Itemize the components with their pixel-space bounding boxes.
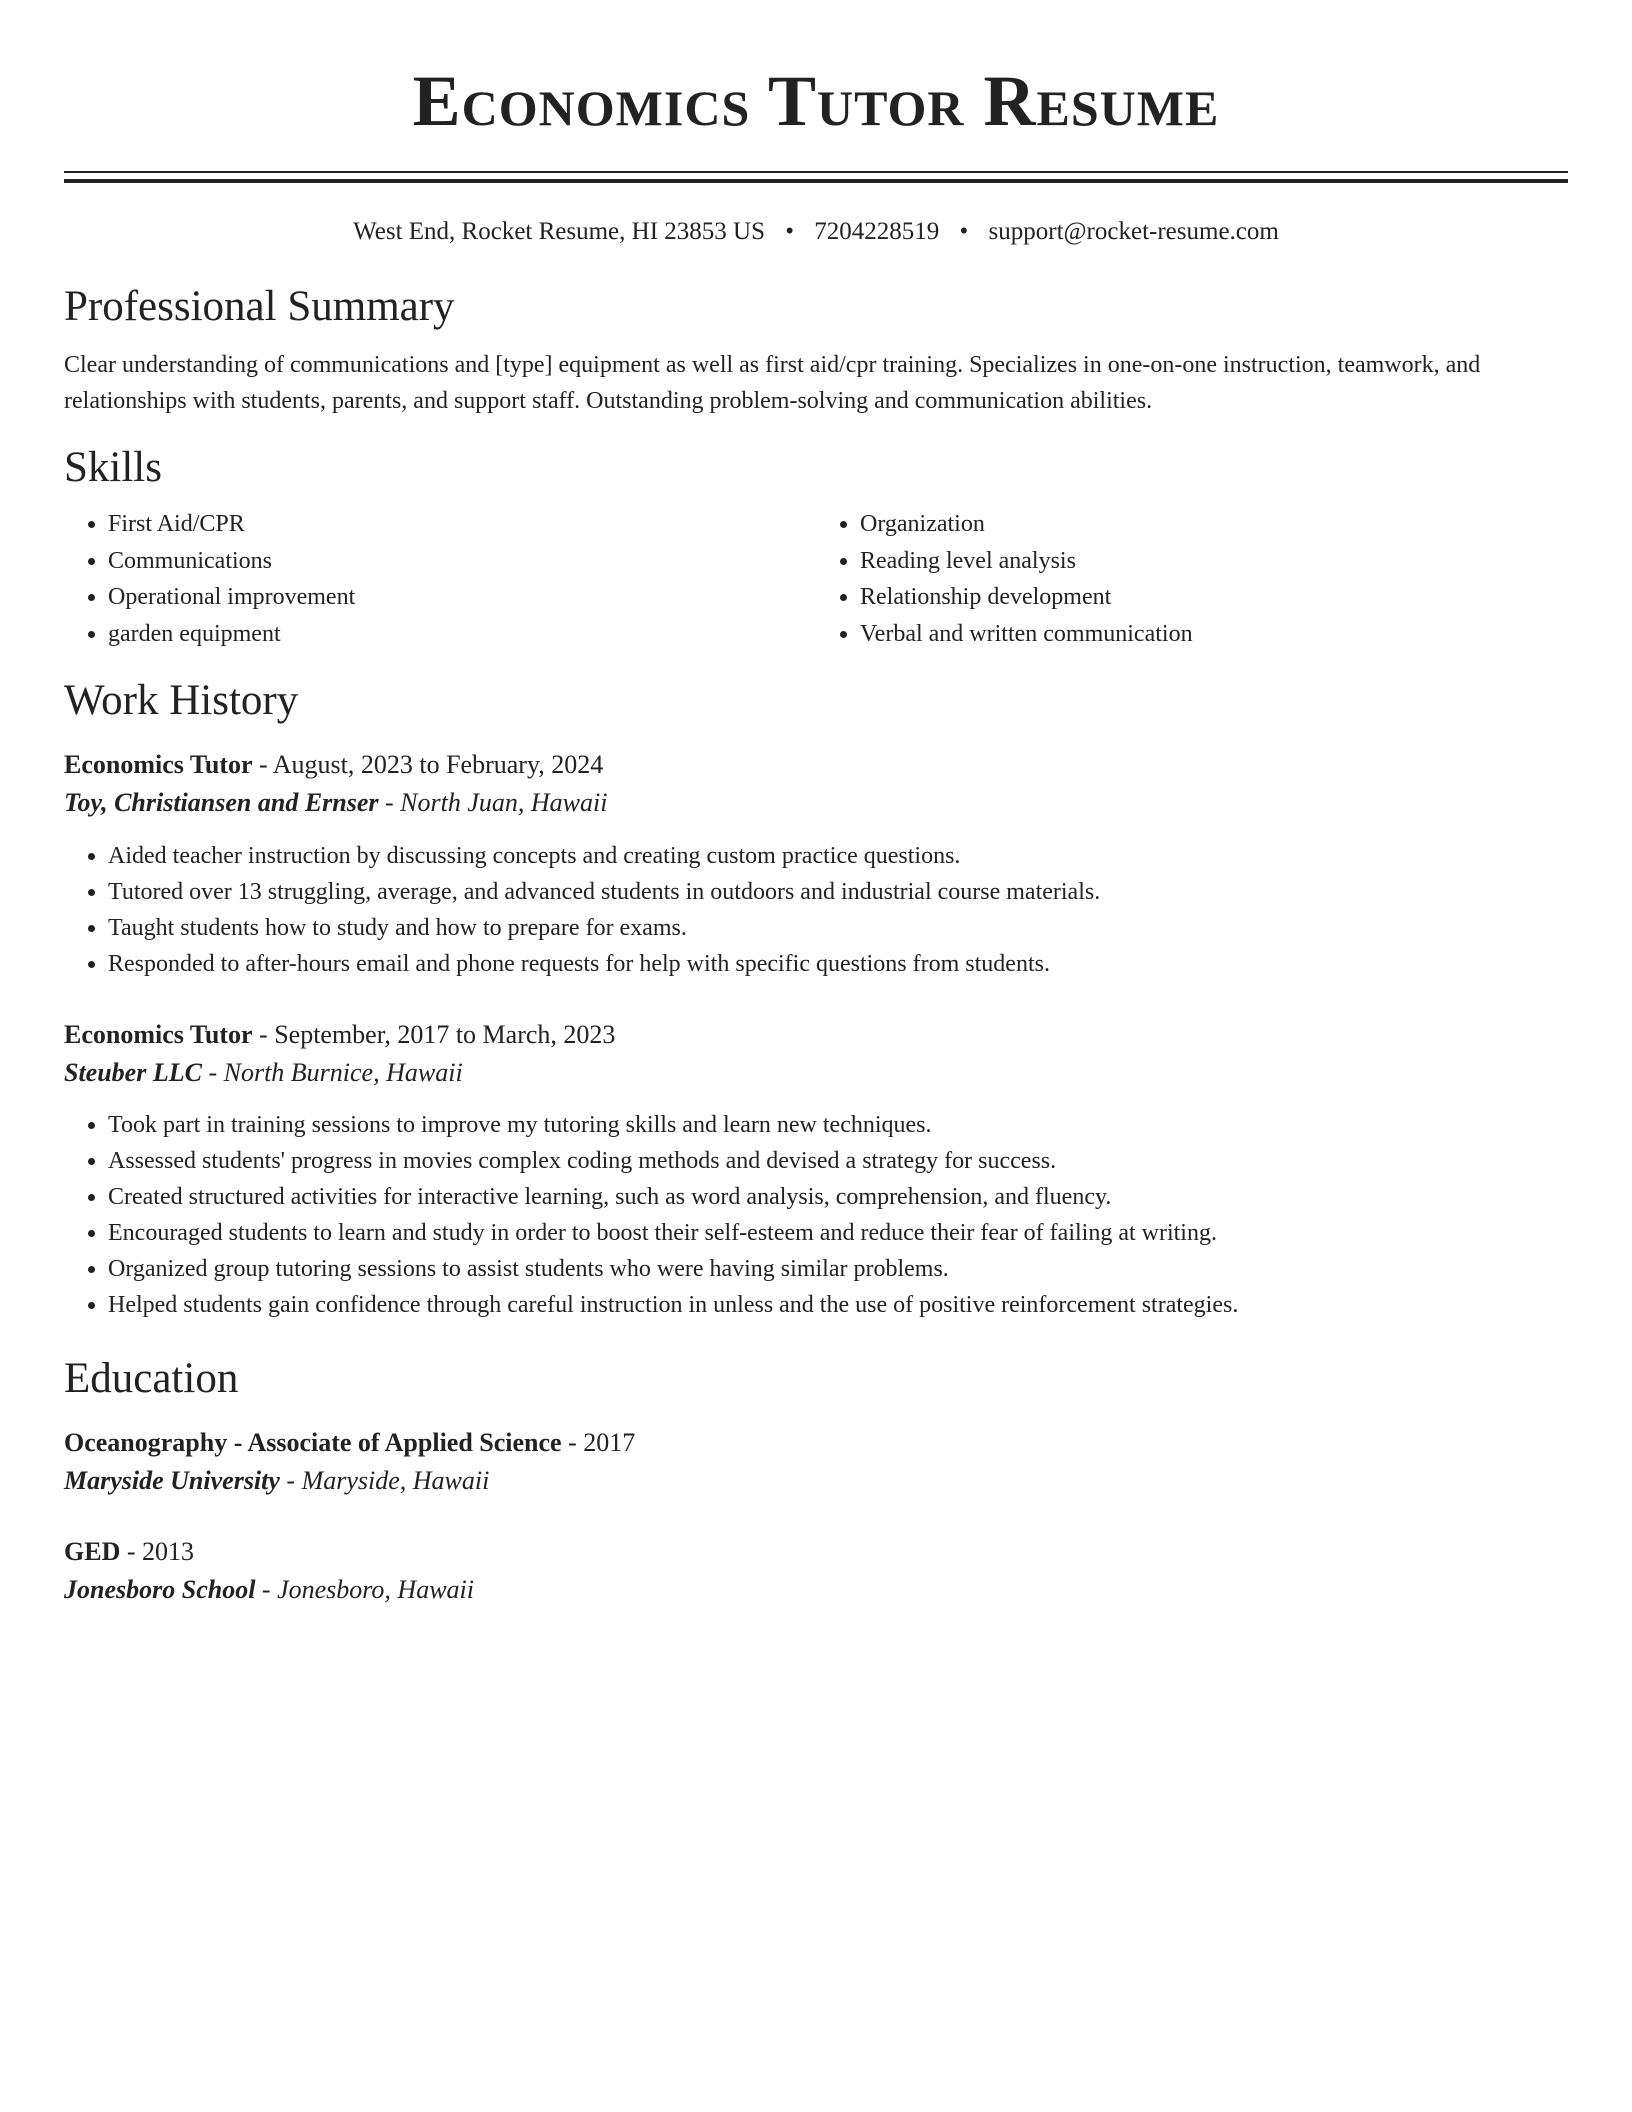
- education-school: Jonesboro School: [64, 1575, 256, 1604]
- education-degree-line: [64, 1424, 1568, 1462]
- education-year: - 2013: [120, 1537, 195, 1566]
- job-bullet: • Encouraged students to learn and study in order to boost their self-esteem and reduce their fear of failing at writing.: [108, 1215, 1568, 1251]
- job-bullet: • Organized group tutoring sessions to assist students who were having similar problems.: [108, 1251, 1568, 1287]
- skill-item: • Reading level analysis: [860, 543, 1568, 580]
- job-bullet: • Created structured activities for interactive learning, such as word analysis, comprehension, and fluency.: [108, 1179, 1568, 1215]
- skill-item: • Operational improvement: [108, 579, 816, 616]
- skill-item: • Communications: [108, 543, 816, 580]
- education-entry: [64, 1424, 1568, 1500]
- contact-address: West End, Rocket Resume, HI 23853 US: [353, 218, 765, 245]
- job-title: Economics Tutor: [64, 750, 253, 779]
- education-school-line: [64, 1462, 1568, 1500]
- summary-heading: Professional Summary: [64, 283, 455, 330]
- job-location: - North Burnice, Hawaii: [201, 1058, 463, 1087]
- skills-heading: Skills: [64, 444, 162, 491]
- education-school: Maryside University: [64, 1466, 280, 1495]
- contact-phone: 7204228519: [814, 218, 940, 245]
- education-location: - Jonesboro, Hawaii: [255, 1575, 474, 1604]
- skill-item: • First Aid/CPR: [108, 506, 816, 543]
- job-company-line: [64, 1054, 1568, 1092]
- job-bullet: • Took part in training sessions to improve my tutoring skills and learn new techniques.: [108, 1107, 1568, 1143]
- job-entry: [64, 746, 1568, 982]
- contact-separator: •: [959, 218, 969, 245]
- education-school-line: [64, 1571, 1568, 1609]
- job-dates: - August, 2023 to February, 2024: [252, 750, 604, 779]
- contact-separator: •: [785, 218, 795, 245]
- job-bullets: [64, 1107, 1568, 1323]
- title-divider-thick: [64, 179, 1568, 183]
- job-title-line: [64, 746, 1568, 784]
- skills-list: [64, 506, 1568, 652]
- job-title-line: [64, 1016, 1568, 1054]
- job-dates: - September, 2017 to March, 2023: [252, 1020, 616, 1049]
- job-bullets: [64, 838, 1568, 982]
- skills-column-left: [64, 506, 816, 652]
- education-degree: GED: [64, 1537, 121, 1566]
- job-bullet: • Aided teacher instruction by discussing concepts and creating custom practice questions.: [108, 838, 1568, 874]
- contact-line: [64, 216, 1568, 248]
- job-entry: [64, 1016, 1568, 1323]
- job-company: Toy, Christiansen and Ernser: [64, 788, 379, 817]
- job-bullet: • Responded to after-hours email and phone requests for help with specific questions from students.: [108, 946, 1568, 982]
- job-title: Economics Tutor: [64, 1020, 253, 1049]
- skill-item: • Verbal and written communication: [860, 616, 1568, 653]
- title-divider-thin: [64, 171, 1568, 173]
- skill-item: • garden equipment: [108, 616, 816, 653]
- job-company-line: [64, 784, 1568, 822]
- summary-text: Clear understanding of communications and [type] equipment as well as first aid/cpr training. Specializes in one-on-one instruction, teamwork, and relationships with students, parents, and support staff. Outstanding problem-solving and communication abilities.: [64, 352, 1481, 414]
- job-location: - North Juan, Hawaii: [378, 788, 608, 817]
- education-location: - Maryside, Hawaii: [279, 1466, 490, 1495]
- skill-item: • Relationship development: [860, 579, 1568, 616]
- contact-email: support@rocket-resume.com: [988, 218, 1279, 245]
- job-bullet: • Taught students how to study and how to prepare for exams.: [108, 910, 1568, 946]
- education-degree-line: [64, 1533, 1568, 1571]
- job-company: Steuber LLC: [64, 1058, 202, 1087]
- education-heading: Education: [64, 1355, 239, 1402]
- job-bullet: • Assessed students' progress in movies complex coding methods and devised a strategy for success.: [108, 1143, 1568, 1179]
- skill-item: • Organization: [860, 506, 1568, 543]
- job-bullet: • Helped students gain confidence through careful instruction in unless and the use of positive reinforcement strategies.: [108, 1287, 1568, 1323]
- page-title: Economics Tutor Resume: [412, 61, 1220, 141]
- work-history-heading: Work History: [64, 677, 299, 724]
- skills-column-right: [816, 506, 1568, 652]
- education-year: - 2017: [561, 1428, 636, 1457]
- education-degree: Oceanography - Associate of Applied Science: [64, 1428, 562, 1457]
- education-entry: [64, 1533, 1568, 1609]
- job-bullet: • Tutored over 13 struggling, average, and advanced students in outdoors and industrial course materials.: [108, 874, 1568, 910]
